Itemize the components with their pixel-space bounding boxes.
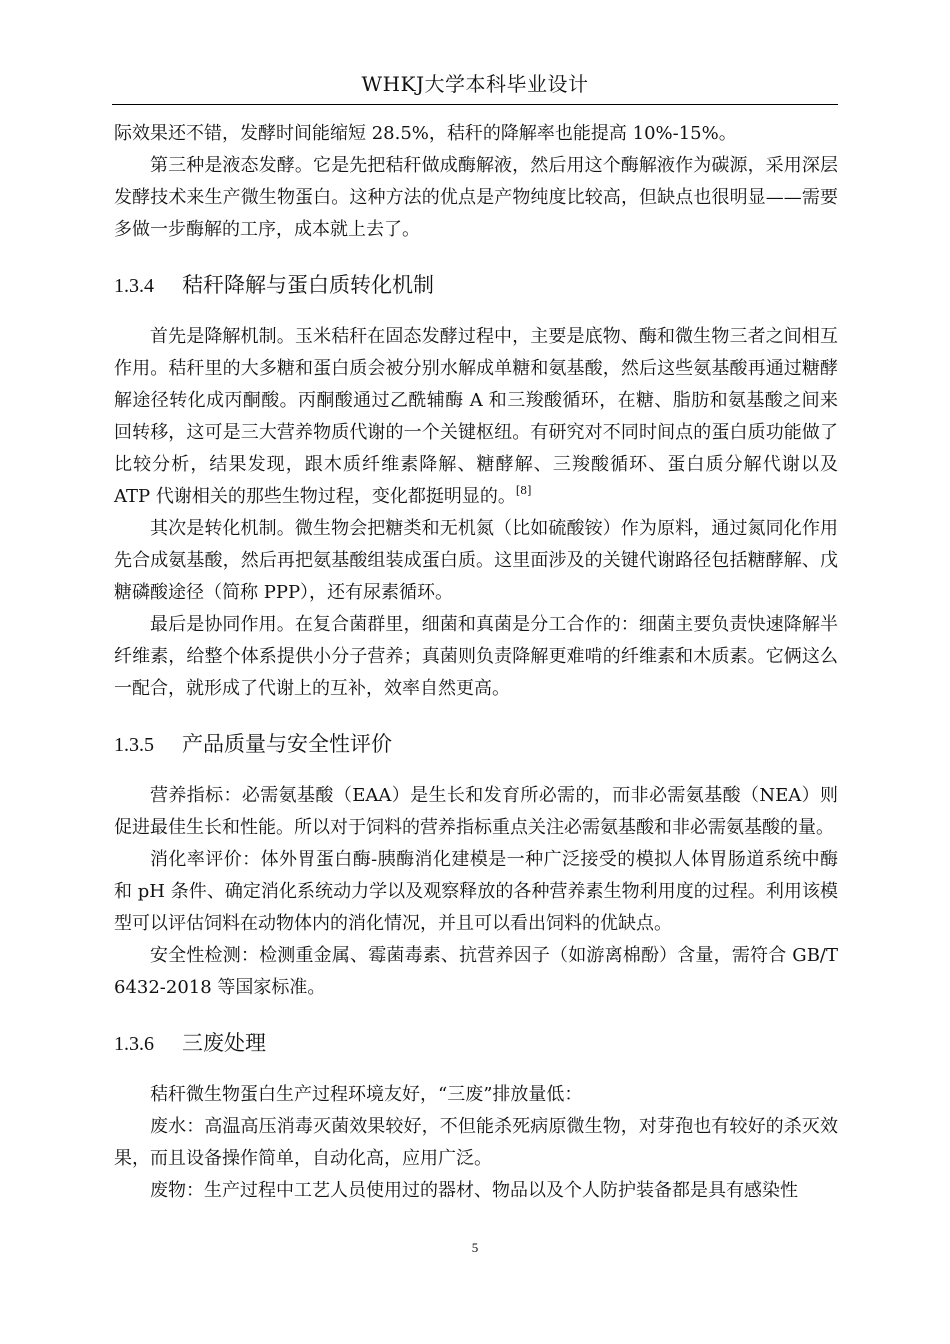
paragraph-digestibility: 消化率评价：体外胃蛋白酶-胰酶消化建模是一种广泛接受的模拟人体胃肠道系统中酶和 pH 条件、确定消化系统动力学以及观察释放的各种营养素生物利用度的过程。利用该模型可以评估饲料在动物体内的消化情况，并且可以看出饲料的优缺点。: [114, 849, 838, 934]
section-number: 1.3.5: [114, 734, 154, 756]
paragraph-liquid-fermentation: 第三种是液态发酵。它是先把秸秆做成酶解液，然后用这个酶解液作为碳源，采用深层发酵技术来生产微生物蛋白。这种方法的优点是产物纯度比较高，但缺点也很明显——需要多做一步酶解的工序，成本就上去了。: [114, 155, 838, 240]
page-number: 5: [471, 1240, 479, 1255]
paragraph-nutrition-index: 营养指标：必需氨基酸（EAA）是生长和发育所必需的，而非必需氨基酸（NEA）则促进最佳生长和性能。所以对于饲料的营养指标重点关注必需氨基酸和非必需氨基酸的量。: [114, 785, 838, 838]
paragraph-continued: 际效果还不错，发酵时间能缩短 28.5%，秸秆的降解率也能提高 10%-15%。: [114, 123, 737, 144]
paragraph-synergy: 最后是协同作用。在复合菌群里，细菌和真菌是分工合作的：细菌主要负责快速降解半纤维素，给整个体系提供小分子营养；真菌则负责降解更难啃的纤维素和木质素。它俩这么一配合，就形成了代谢上的互补，效率自然更高。: [114, 614, 838, 699]
paragraph-wastewater: 废水：高温高压消毒灭菌效果较好，不但能杀死病原微生物，对芽孢也有较好的杀灭效果，而且设备操作简单，自动化高，应用广泛。: [114, 1116, 838, 1169]
paragraph-conversion-mechanism: 其次是转化机制。微生物会把糖类和无机氮（比如硫酸铵）作为原料，通过氮同化作用先合成氨基酸，然后再把氨基酸组装成蛋白质。这里面涉及的关键代谢路径包括糖酵解、戊糖磷酸途径（简称 PPP），还有尿素循环。: [114, 518, 838, 603]
page-header: WHKJ大学本科毕业设计: [361, 72, 589, 96]
section-heading-1-3-5: [114, 729, 838, 760]
section-title: 三废处理: [182, 1031, 266, 1055]
citation-ref: [8]: [515, 484, 532, 497]
paragraph-safety-test: 安全性检测：检测重金属、霉菌毒素、抗营养因子（如游离棉酚）含量，需符合 GB/T 6432-2018 等国家标准。: [114, 945, 838, 998]
section-number: 1.3.4: [114, 275, 154, 297]
paragraph-text: 首先是降解机制。玉米秸秆在固态发酵过程中，主要是底物、酶和微生物三者之间相互作用。秸秆里的大多糖和蛋白质会被分别水解成单糖和氨基酸，然后这些氨基酸再通过糖酵解途径转化成丙酮酸。丙酮酸通过乙酰辅酶 A 和三羧酸循环，在糖、脂肪和氨基酸之间来回转移，这可是三大营养物质代谢的一个关键枢纽。有研究对不同时间点的蛋白质功能做了比较分析，结果发现，跟木质纤维素降解、糖酵解、三羧酸循环、蛋白质分解代谢以及 ATP 代谢相关的那些生物过程，变化都挺明显的。: [114, 326, 838, 507]
header-rule: [112, 104, 838, 105]
section-title: 产品质量与安全性评价: [182, 732, 392, 756]
paragraph-solid-waste: 废物：生产过程中工艺人员使用过的器材、物品以及个人防护装备都是具有感染性: [150, 1180, 798, 1201]
page-body: [114, 118, 838, 1207]
section-title: 秸秆降解与蛋白质转化机制: [182, 273, 434, 297]
paragraph-three-wastes-intro: 秸秆微生物蛋白生产过程环境友好，“三废”排放量低：: [150, 1084, 583, 1105]
section-heading-1-3-4: [114, 270, 838, 301]
paragraph-degradation-mechanism: [114, 321, 838, 513]
section-number: 1.3.6: [114, 1033, 154, 1055]
section-heading-1-3-6: [114, 1028, 838, 1059]
